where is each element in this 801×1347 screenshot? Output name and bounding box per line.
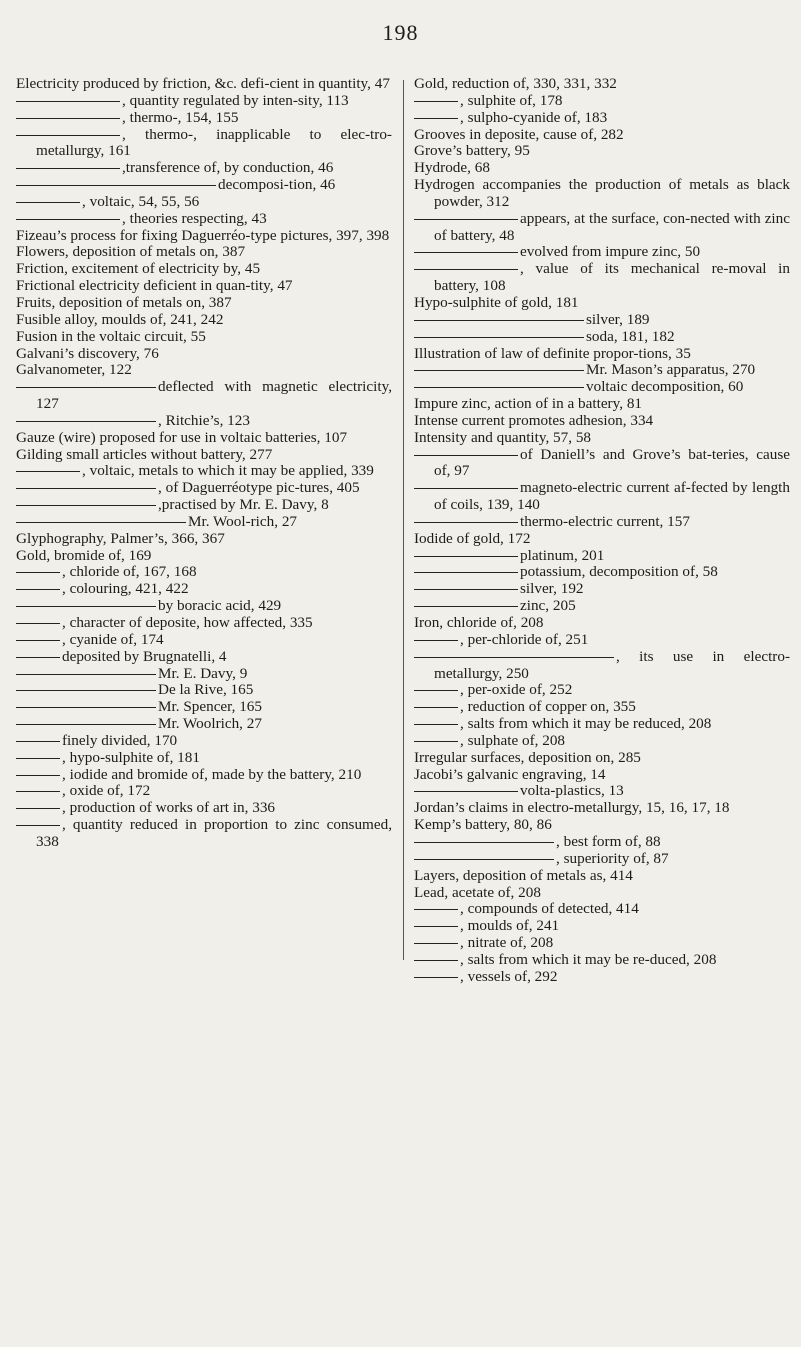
index-entry	[16, 800, 392, 817]
ditto-rule	[16, 185, 216, 186]
ditto-rule	[16, 808, 60, 809]
index-entry	[16, 497, 392, 514]
ditto-rule	[16, 707, 156, 708]
index-entry	[414, 127, 790, 144]
ditto-rule	[16, 118, 120, 119]
index-entry	[414, 160, 790, 177]
index-entry	[414, 413, 790, 430]
index-entry	[16, 649, 392, 666]
index-entry-text: Illustration of law of definite propor-tions, 35	[414, 344, 691, 362]
ditto-rule	[16, 135, 120, 136]
index-entry	[16, 160, 392, 177]
index-entry	[414, 682, 790, 699]
ditto-rule	[16, 488, 156, 489]
index-entry-text: , quantity reduced in proportion to zinc consumed, 338	[36, 816, 392, 850]
index-entry-text: , quantity regulated by inten-sity, 113	[122, 91, 349, 109]
index-entry	[414, 817, 790, 834]
index-entry-text: Hydrogen accompanies the production of metals as black powder, 312	[414, 176, 790, 210]
index-entry	[16, 615, 392, 632]
index-entry-text: , voltaic, metals to which it may be applied, 339	[82, 462, 374, 480]
index-entry	[414, 632, 790, 649]
ditto-rule	[16, 101, 120, 102]
index-entry-text: , value of its mechanical re-moval in battery, 108	[434, 260, 790, 295]
index-entry	[16, 362, 392, 379]
ditto-rule	[414, 252, 518, 253]
index-entry	[414, 733, 790, 750]
index-entry	[16, 228, 392, 245]
ditto-rule	[16, 505, 156, 506]
index-entry	[414, 649, 790, 683]
index-entry	[414, 699, 790, 716]
index-entry-text: Intensity and quantity, 57, 58	[414, 428, 592, 446]
index-entry-text: Fruits, deposition of metals on, 387	[16, 293, 232, 311]
ditto-rule	[414, 842, 554, 843]
index-entry	[16, 177, 392, 194]
index-entry	[16, 598, 392, 615]
ditto-rule	[16, 471, 80, 472]
ditto-rule	[414, 320, 584, 321]
index-entry-text: platinum, 201	[520, 546, 605, 564]
ditto-rule	[16, 758, 60, 759]
index-entry-text: evolved from impure zinc, 50	[520, 243, 701, 261]
index-entry	[16, 295, 392, 312]
ditto-rule	[414, 926, 458, 927]
index-entry-text: , compounds of detected, 414	[460, 900, 639, 918]
index-entry-text: , chloride of, 167, 168	[62, 563, 197, 581]
index-entry-text: deflected with magnetic electricity, 127	[36, 378, 392, 413]
ditto-rule	[16, 674, 156, 675]
index-entry-text: Mr. Wool-rich, 27	[188, 512, 298, 530]
ditto-rule	[414, 909, 458, 910]
index-entry-text: finely divided, 170	[62, 731, 178, 749]
index-entry-text: Mr. Woolrich, 27	[158, 715, 262, 733]
index-entry	[414, 918, 790, 935]
index-entry	[414, 598, 790, 615]
index-entry	[414, 868, 790, 885]
index-entry-text: , cyanide of, 174	[62, 630, 164, 648]
index-entry	[16, 76, 392, 93]
ditto-rule	[414, 791, 518, 792]
index-entry	[414, 480, 790, 514]
index-entry	[414, 447, 790, 481]
ditto-rule	[16, 572, 60, 573]
index-entry	[414, 177, 790, 211]
index-entry	[414, 581, 790, 598]
index-entry	[16, 463, 392, 480]
index-entry-text: Fizeau’s process for fixing Daguerréo-type pictures, 397, 398	[16, 226, 390, 244]
index-entry-text: Iodide of gold, 172	[414, 529, 531, 547]
ditto-rule	[414, 556, 518, 557]
index-entry-text: Electricity produced by friction, &c. defi-cient in quantity, 47	[16, 75, 390, 92]
index-entry	[16, 447, 392, 464]
index-entry	[16, 312, 392, 329]
index-entry-text: Lead, acetate of, 208	[414, 883, 541, 901]
ditto-rule	[414, 859, 554, 860]
index-entry	[414, 244, 790, 261]
index-entry	[414, 329, 790, 346]
index-entry	[414, 211, 790, 245]
ditto-rule	[414, 690, 458, 691]
ditto-rule	[414, 488, 518, 489]
index-entry-text: , superiority of, 87	[556, 849, 669, 867]
index-entry-text: Iron, chloride of, 208	[414, 614, 544, 631]
index-entry-text: ,practised by Mr. E. Davy, 8	[158, 496, 329, 514]
index-entry	[16, 716, 392, 733]
index-entry-text: deposited by Brugnatelli, 4	[62, 647, 227, 665]
index-entry-text: Hypo-sulphite of gold, 181	[414, 293, 579, 311]
index-entry	[16, 581, 392, 598]
index-entry	[16, 379, 392, 413]
index-entry	[414, 76, 790, 93]
index-entry	[16, 480, 392, 497]
index-entry-text: Flowers, deposition of metals on, 387	[16, 243, 246, 261]
index-entry-text: , colouring, 421, 422	[62, 580, 189, 598]
index-entry-text: , per-oxide of, 252	[460, 681, 573, 699]
ditto-rule	[414, 387, 584, 388]
index-column-right	[414, 76, 790, 986]
index-entry-text: decomposi-tion, 46	[218, 176, 336, 194]
index-entry	[414, 346, 790, 363]
ditto-rule	[414, 724, 458, 725]
index-entry-text: of Daniell’s and Grove’s bat-teries, cause of, 97	[434, 445, 790, 480]
index-entry	[414, 750, 790, 767]
ditto-rule	[16, 606, 156, 607]
ditto-rule	[16, 791, 60, 792]
index-entry-text: ,transference of, by conduction, 46	[122, 159, 334, 177]
index-entry	[16, 750, 392, 767]
index-entry-text: Grove’s battery, 95	[414, 142, 530, 160]
index-entry	[414, 952, 790, 969]
index-entry	[414, 531, 790, 548]
ditto-rule	[414, 118, 458, 119]
index-entry	[414, 396, 790, 413]
index-entry-text: Layers, deposition of metals as, 414	[414, 866, 633, 884]
ditto-rule	[16, 741, 60, 742]
index-entry-text: , per-chloride of, 251	[460, 630, 589, 648]
index-entry-text: thermo-electric current, 157	[520, 512, 690, 530]
index-entry	[414, 564, 790, 581]
index-entry-text: Fusible alloy, moulds of, 241, 242	[16, 310, 224, 328]
index-entry-text: , oxide of, 172	[62, 782, 151, 800]
ditto-rule	[414, 657, 614, 658]
index-entry-text: volta-plastics, 13	[520, 782, 624, 800]
index-entry-text: Friction, excitement of electricity by, 45	[16, 260, 261, 278]
index-entry-text: Galvanometer, 122	[16, 361, 132, 379]
index-entry-text: , hypo-sulphite of, 181	[62, 748, 200, 766]
index-entry-text: voltaic decomposition, 60	[586, 378, 744, 396]
index-entry-text: Grooves in deposite, cause of, 282	[414, 125, 624, 143]
index-entry	[16, 278, 392, 295]
index-entry-text: Mr. Mason’s apparatus, 270	[586, 361, 756, 379]
index-entry-text: , theories respecting, 43	[122, 209, 267, 227]
index-entry	[414, 834, 790, 851]
index-entry-text: , its use in electro-metallurgy, 250	[434, 647, 790, 682]
index-entry-text: , sulphite of, 178	[460, 91, 563, 109]
index-entry-text: , Ritchie’s, 123	[158, 411, 250, 429]
index-entry-text: , reduction of copper on, 355	[460, 698, 636, 716]
index-entry-text: Hydrode, 68	[414, 159, 490, 177]
index-entry-text: by boracic acid, 429	[158, 597, 282, 615]
index-entry	[16, 110, 392, 127]
index-entry	[16, 413, 392, 430]
index-entry	[16, 329, 392, 346]
index-entry	[16, 514, 392, 531]
page-number: 198	[382, 20, 419, 45]
ditto-rule	[414, 589, 518, 590]
index-entry-text: Frictional electricity deficient in quan-tity, 47	[16, 277, 293, 295]
ditto-rule	[16, 522, 186, 523]
index-entry	[414, 110, 790, 127]
index-column-left	[16, 76, 392, 851]
ditto-rule	[16, 623, 60, 624]
ditto-rule	[16, 202, 80, 203]
index-entry	[414, 969, 790, 986]
index-entry-text: Galvani’s discovery, 76	[16, 344, 159, 362]
index-entry-text: , best form of, 88	[556, 832, 661, 850]
index-entry-text: , sulpho-cyanide of, 183	[460, 108, 608, 126]
index-entry-text: zinc, 205	[520, 597, 576, 615]
index-entry-text: , sulphate of, 208	[460, 731, 566, 749]
index-entry	[414, 767, 790, 784]
index-entry	[16, 682, 392, 699]
index-entry-text: Mr. E. Davy, 9	[158, 664, 248, 682]
index-entry-text: Kemp’s battery, 80, 86	[414, 816, 552, 834]
index-entry	[414, 295, 790, 312]
ditto-rule	[414, 455, 518, 456]
index-entry	[414, 261, 790, 295]
index-entry	[16, 699, 392, 716]
index-entry	[16, 531, 392, 548]
ditto-rule	[414, 741, 458, 742]
index-entry-text: , voltaic, 54, 55, 56	[82, 192, 200, 210]
index-entry-text: Irregular surfaces, deposition on, 285	[414, 748, 641, 766]
index-entry	[414, 548, 790, 565]
index-entry	[16, 548, 392, 565]
index-entry	[414, 93, 790, 110]
index-entry	[16, 194, 392, 211]
index-entry-text: , of Daguerréotype pic-tures, 405	[158, 479, 360, 497]
index-entry	[16, 261, 392, 278]
index-entry-text: Impure zinc, action of in a battery, 81	[414, 395, 643, 413]
ditto-rule	[414, 640, 458, 641]
index-entry	[16, 127, 392, 161]
index-entry-text: , iodide and bromide of, made by the battery, 210	[62, 765, 362, 783]
index-entry	[16, 244, 392, 261]
index-entry-text: potassium, decomposition of, 58	[520, 563, 718, 581]
index-entry-text: soda, 181, 182	[586, 327, 675, 345]
index-entry	[16, 430, 392, 447]
ditto-rule	[16, 775, 60, 776]
ditto-rule	[414, 269, 518, 270]
ditto-rule	[16, 724, 156, 725]
index-entry	[16, 666, 392, 683]
ditto-rule	[414, 943, 458, 944]
index-entry	[16, 733, 392, 750]
index-entry-text: appears, at the surface, con-nected with zinc of battery, 48	[434, 209, 790, 244]
index-entry-text: silver, 189	[586, 310, 650, 328]
index-entry	[414, 514, 790, 531]
index-entry	[414, 851, 790, 868]
ditto-rule	[414, 606, 518, 607]
index-entry-text: , moulds of, 241	[460, 917, 560, 935]
index-entry-text: Gold, bromide of, 169	[16, 546, 152, 564]
ditto-rule	[16, 657, 60, 658]
ditto-rule	[16, 168, 120, 169]
index-entry	[16, 211, 392, 228]
index-entry	[414, 615, 790, 632]
ditto-rule	[414, 707, 458, 708]
index-entry	[414, 379, 790, 396]
index-entry-text: Jacobi’s galvanic engraving, 14	[414, 765, 606, 783]
ditto-rule	[414, 960, 458, 961]
ditto-rule	[16, 589, 60, 590]
ditto-rule	[414, 101, 458, 102]
index-entry-text: De la Rive, 165	[158, 681, 254, 699]
ditto-rule	[16, 825, 60, 826]
index-entry	[414, 783, 790, 800]
index-entry	[16, 346, 392, 363]
ditto-rule	[16, 421, 156, 422]
index-entry	[414, 430, 790, 447]
index-entry	[16, 632, 392, 649]
index-entry	[414, 716, 790, 733]
index-entry	[414, 362, 790, 379]
index-entry-text: , vessels of, 292	[460, 967, 558, 985]
index-entry-text: , nitrate of, 208	[460, 934, 554, 952]
ditto-rule	[414, 219, 518, 220]
index-entry	[16, 767, 392, 784]
index-entry-text: Jordan’s claims in electro-metallurgy, 15, 16, 17, 18	[414, 799, 730, 817]
index-entry-text: magneto-electric current af-fected by length of coils, 139, 140	[434, 479, 790, 514]
index-entry	[16, 817, 392, 851]
ditto-rule	[414, 522, 518, 523]
index-entry	[414, 885, 790, 902]
ditto-rule	[414, 337, 584, 338]
index-entry-text: Mr. Spencer, 165	[158, 698, 262, 716]
ditto-rule	[16, 690, 156, 691]
ditto-rule	[414, 370, 584, 371]
index-entry	[414, 143, 790, 160]
index-entry	[414, 800, 790, 817]
index-entry-text: , thermo-, 154, 155	[122, 108, 239, 126]
index-entry-text: Gilding small articles without battery, 277	[16, 445, 273, 463]
index-entry-text: Intense current promotes adhesion, 334	[414, 411, 654, 429]
index-entry	[414, 935, 790, 952]
index-entry-text: Glyphography, Palmer’s, 366, 367	[16, 529, 225, 547]
index-entry-text: , salts from which it may be reduced, 208	[460, 715, 712, 733]
index-entry-text: , production of works of art in, 336	[62, 799, 276, 817]
index-entry-text: silver, 192	[520, 580, 584, 598]
ditto-rule	[16, 387, 156, 388]
index-entry	[16, 93, 392, 110]
ditto-rule	[16, 219, 120, 220]
ditto-rule	[16, 640, 60, 641]
column-divider	[403, 80, 404, 960]
ditto-rule	[414, 572, 518, 573]
index-entry-text: Fusion in the voltaic circuit, 55	[16, 327, 206, 345]
index-entry-text: Gauze (wire) proposed for use in voltaic batteries, 107	[16, 428, 348, 446]
ditto-rule	[414, 977, 458, 978]
index-entry	[414, 312, 790, 329]
index-entry-text: , thermo-, inapplicable to elec-tro-metallurgy, 161	[36, 125, 392, 160]
index-entry	[16, 564, 392, 581]
index-entry	[16, 783, 392, 800]
index-entry-text: , character of deposite, how affected, 335	[62, 614, 313, 631]
index-entry	[414, 901, 790, 918]
index-entry-text: , salts from which it may be re-duced, 208	[460, 950, 717, 968]
index-entry-text: Gold, reduction of, 330, 331, 332	[414, 75, 617, 92]
